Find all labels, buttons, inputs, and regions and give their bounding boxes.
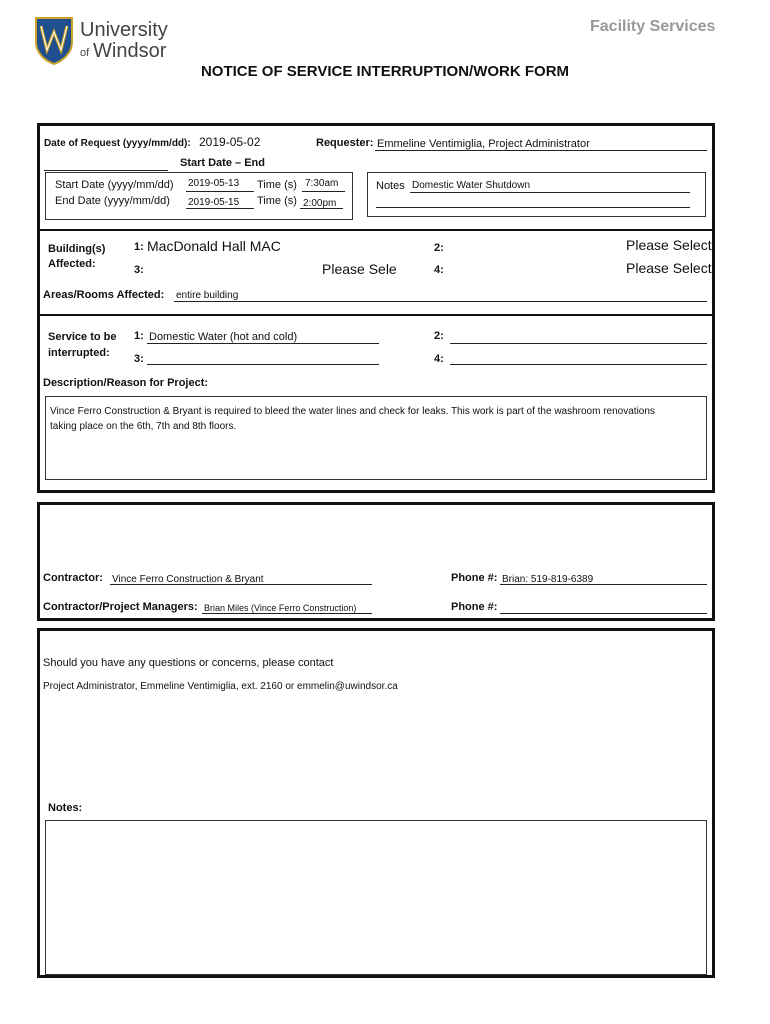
logo-windsor-text: Windsor <box>93 40 167 62</box>
requester-value[interactable]: Emmeline Ventimiglia, Project Administrator <box>377 138 590 150</box>
start-date-value[interactable]: 2019-05-13 <box>188 178 240 189</box>
end-time-value[interactable]: 2:00pm <box>303 198 337 209</box>
buildings-label-2: Affected: <box>48 258 96 270</box>
managers-value[interactable]: Brian Miles (Vince Ferro Construction) <box>204 603 357 613</box>
end-date-value[interactable]: 2019-05-15 <box>188 197 240 208</box>
shield-icon <box>34 16 74 66</box>
requester-label: Requester: <box>316 137 374 149</box>
logo-university-text: University <box>80 19 168 41</box>
description-line-2: taking place on the 6th, 7th and 8th floors. <box>50 421 237 432</box>
service-3-number: 3: <box>134 353 144 365</box>
building-2-select[interactable]: Please Select <box>626 237 712 253</box>
building-4-number: 4: <box>434 264 444 276</box>
service-label-2: interrupted: <box>48 347 110 359</box>
contractor-label: Contractor: <box>43 572 103 584</box>
date-of-request-label: Date of Request (yyyy/mm/dd): <box>44 138 191 149</box>
description-label: Description/Reason for Project: <box>43 377 209 389</box>
page-title: NOTICE OF SERVICE INTERRUPTION/WORK FORM <box>200 63 570 80</box>
start-time-value[interactable]: 7:30am <box>305 178 339 189</box>
buildings-label: Building(s) <box>48 243 106 255</box>
date-of-request-value[interactable]: 2019-05-02 <box>199 135 261 149</box>
service-2-number: 2: <box>434 330 444 342</box>
start-end-label: Start Date – End <box>180 157 265 169</box>
logo-of-text: of <box>80 47 90 59</box>
building-2-number: 2: <box>434 242 444 254</box>
notes-label: Notes <box>376 180 405 192</box>
service-1-value[interactable]: Domestic Water (hot and cold) <box>149 331 298 343</box>
contact-line-2: Project Administrator, Emmeline Ventimiglia, ext. 2160 or emmelin@uwindsor.ca <box>43 681 398 692</box>
building-3-number: 3: <box>134 264 144 276</box>
end-date-label: End Date (yyyy/mm/dd) <box>55 195 170 207</box>
start-date-label: Start Date (yyyy/mm/dd) <box>55 179 174 191</box>
department-name: Facility Services <box>590 18 716 35</box>
description-line-1: Vince Ferro Construction & Bryant is required to bleed the water lines and check for leaks. This work is part of the washroom renovations <box>50 406 655 417</box>
phone-2-label: Phone #: <box>451 601 498 613</box>
service-4-number: 4: <box>434 353 444 365</box>
service-label: Service to be <box>48 331 117 343</box>
building-3-select[interactable]: Please Sele <box>322 261 397 277</box>
areas-value[interactable]: entire building <box>176 290 239 301</box>
building-1-select[interactable]: MacDonald Hall MAC <box>147 238 281 254</box>
notes-box <box>367 172 706 217</box>
areas-label: Areas/Rooms Affected: <box>43 289 165 301</box>
building-1-number: 1: <box>134 241 144 253</box>
notes-value[interactable]: Domestic Water Shutdown <box>412 180 531 191</box>
phone-value[interactable]: Brian: 519-819-6389 <box>502 574 594 585</box>
managers-label: Contractor/Project Managers: <box>43 601 198 613</box>
phone-label: Phone #: <box>451 572 498 584</box>
end-time-label: Time (s) <box>257 195 297 207</box>
service-1-number: 1: <box>134 330 144 342</box>
building-4-select[interactable]: Please Select <box>626 260 712 276</box>
notes-section-label: Notes: <box>48 802 83 814</box>
start-time-label: Time (s) <box>257 179 297 191</box>
contractor-value[interactable]: Vince Ferro Construction & Bryant <box>112 574 264 585</box>
contact-line-1: Should you have any questions or concerns, please contact <box>43 657 334 669</box>
notes-textarea[interactable] <box>45 820 707 975</box>
